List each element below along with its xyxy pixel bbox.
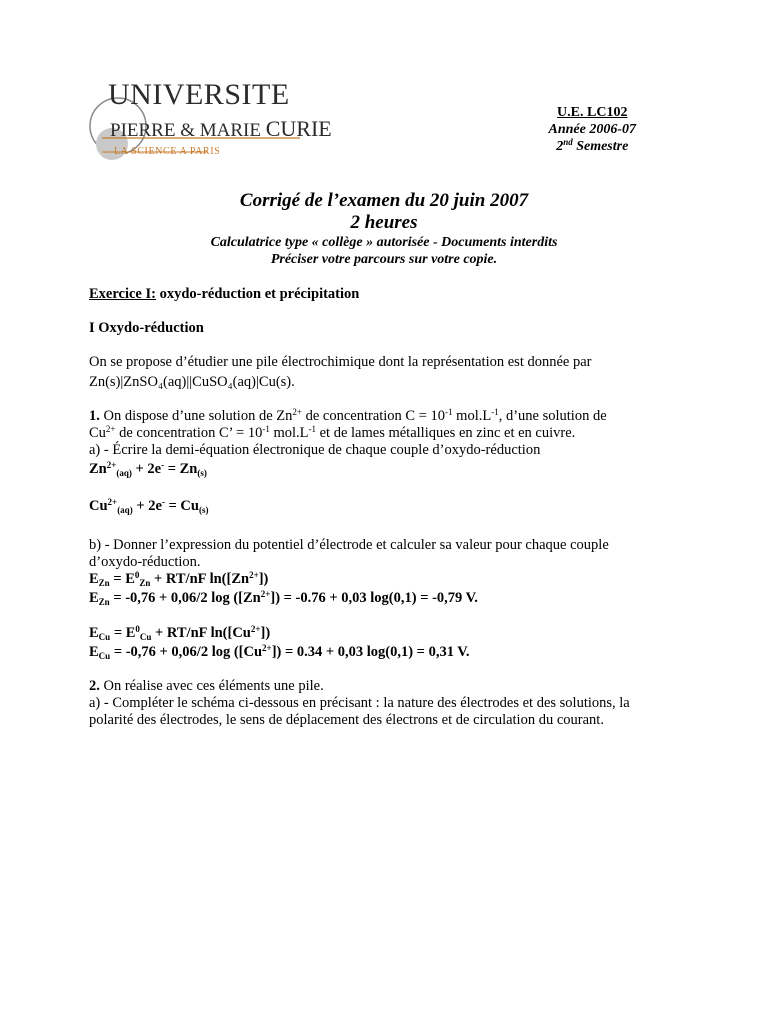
logo-line-2: PIERRE & MARIE CURIE [110,116,332,141]
question-1: 1. On dispose d’une solution de $Zn^{2+}$ de concentration $C = 10^{-1}$ $mol.L^{-1}$, d’une solution de $Cu^{2+}$ de concentration C’ = $10^{-1}$ $mol.L^{-1}$ et de lames métalliques en zinc et en cuivre. a) - Écrire la demi-équation électronique de chaque couple d’oxydo-réduction $Zn^{2+}_{(aq)} + 2e^- = Zn_{(s)}$ [89,408,689,478]
logo-line-1: UNIVERSITE [108,78,290,111]
equation-cu: $Cu^{2+}_{(aq)} + 2e^- = Cu_{(s)}$ [89,497,209,515]
exam-instructions: Préciser votre parcours sur votre copie. [270,252,498,267]
exam-body [89,286,689,729]
exam-title: Corrigé de l’examen du 20 juin 2007 [239,190,529,211]
question-1b: b) - Donner l’expression du potentiel d’électrode et calculer sa valeur pour chaque couple d’oxydo-réduction. $E_{Zn} = E^0_{Zn} + RT/nF$ $\ln([Zn^{2+}])$ $E_{Zn} = -0,76 + 0,06/2$ $\log ([Zn^{2+}]) = -0.76 + 0,03$ log(0,1) = -0,79 V. [89,537,689,607]
university-logo [88,78,332,166]
equation-zn: $Zn^{2+}_{(aq)} + 2e^- = Zn_{(s)}$ [89,460,207,478]
section-heading: I Oxydo-réduction [89,320,204,336]
exam-title-block [0,190,768,268]
exam-duration: 2 heures [350,212,418,233]
section-intro: On se propose d’étudier une pile électrochimique dont la représentation est donnée par Zn(s)|ZnSO₄(aq)||CuSO₄(aq)|Cu(s). [89,354,592,390]
potential-cu-formula: $E_{Cu} = E^0_{Cu} + RT/nF$ $\ln([Cu^{2+}])$ [89,624,271,642]
course-code: U.E. LC102 [557,105,628,120]
potential-zn-formula: $E_{Zn} = E^0_{Zn} + RT/nF$ $\ln([Zn^{2+}])$ [89,570,269,588]
semester: 2nd Semestre [556,137,629,154]
exam-rules: Calculatrice type « collège » autorisée - Documents interdits [210,235,558,250]
academic-year: Année 2006-07 [548,122,636,137]
course-info [549,104,637,155]
potential-zn-value: $E_{Zn} = -0,76 + 0,06/2$ $\log ([Zn^{2+}]) = -0.76 + 0,03$ log(0,1) = -0,79 V. [89,589,478,607]
question-2: 2. On réalise avec ces éléments une pile. a) - Compléter le schéma ci-dessous en précisant : la nature des électrodes et des solutions, la polarité des électrodes, le sens de déplacement des électrons et de circulation du courant. [89,678,630,728]
logo-line-3: LA SCIENCE A PARIS [114,146,221,157]
potential-cu-value: $E_{Cu} = -0,76 + 0,06/2$ $\log ([Cu^{2+}]) = 0.34 + 0,03$ log(0,1) = 0,31 V. [89,643,470,661]
exercise-heading: Exercice I: oxydo-réduction et précipitation [89,286,360,302]
potential-cu [89,625,689,661]
